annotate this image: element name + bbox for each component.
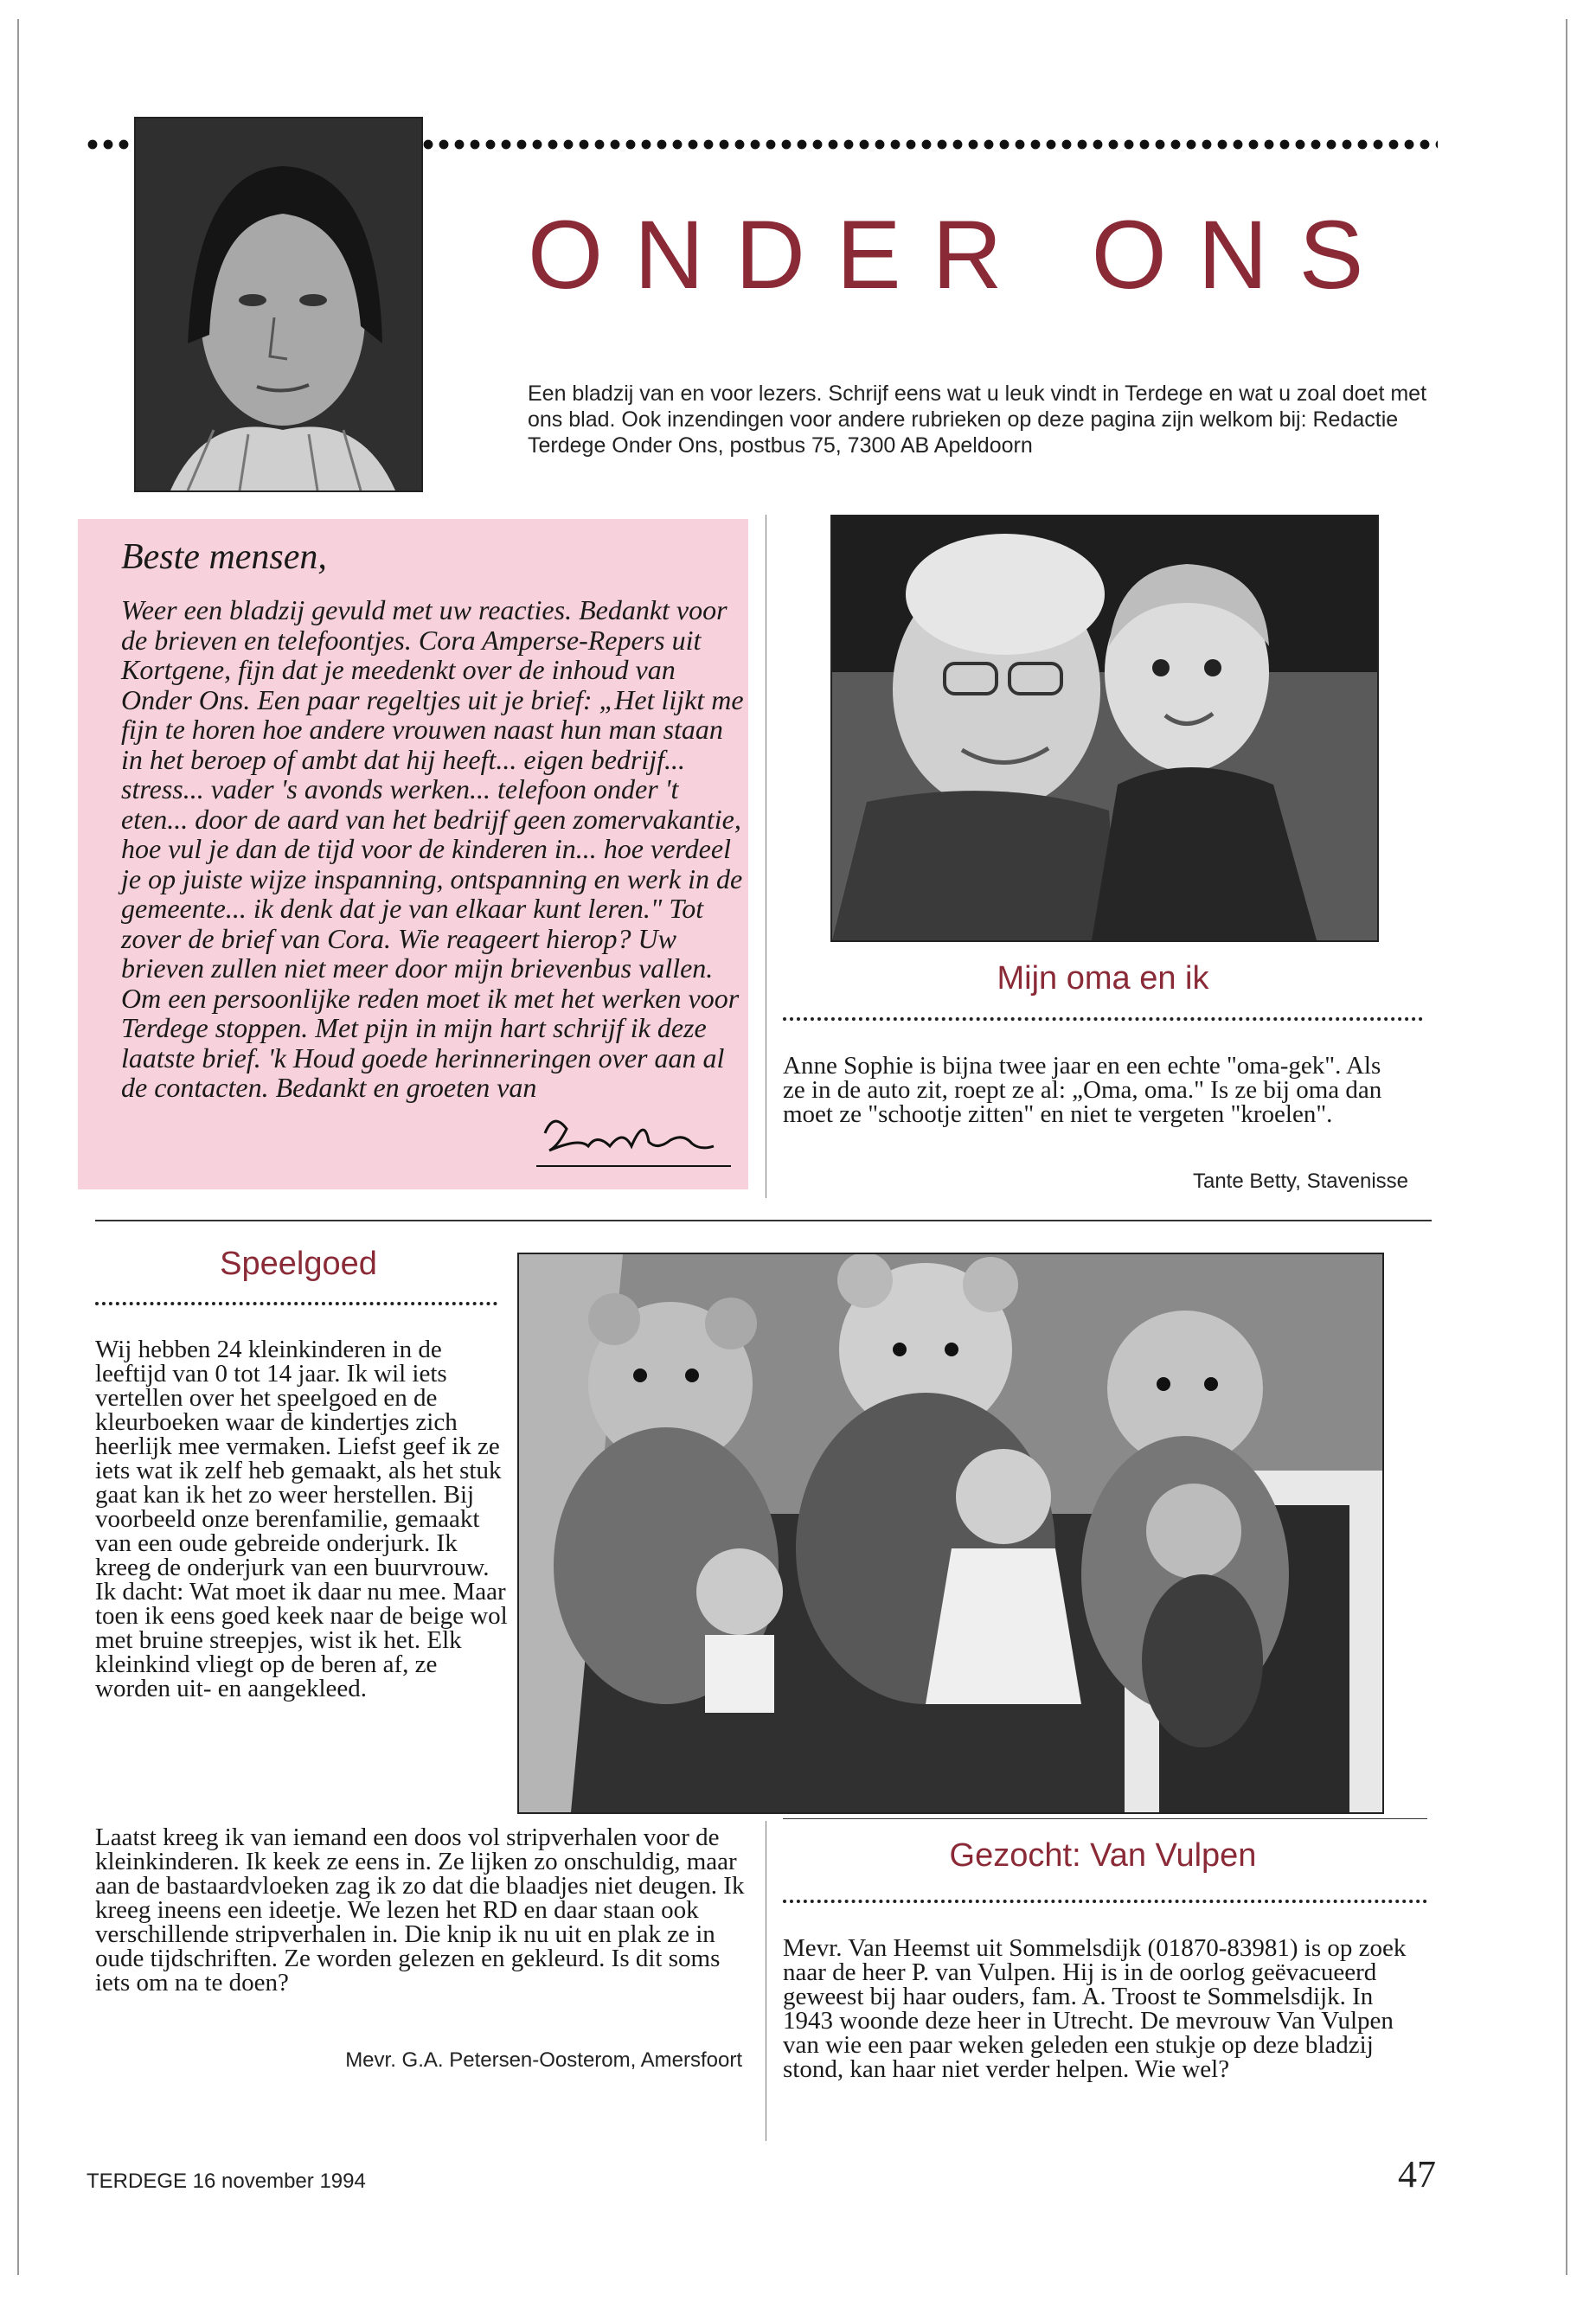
speelgoed-heading-dotted-rule xyxy=(95,1302,497,1309)
header-dots-right xyxy=(420,138,1438,151)
speelgoed-text-narrow: Wij hebben 24 kleinkinderen in de leeftijd van 0 tot 14 jaar. Ik wil iets vertellen over het speelgoed en de kleurboeken waar de kindertjes zich heerlijk mee vermaken. Liefst geef ik ze iets wat ik zelf heb gemaakt, als het stuk gaat kan ik het zo weer herstellen. Bij voorbeeld onze berenfamilie, gemaakt van een oude gebreide onderjurk. Ik kreeg de onderjurk van een buurvrouw. Ik dacht: Wat moet ik daar nu mee. Maar toen ik eens goed keek naar de beige wol met bruine streepjes, wist ik het. Elk kleinkind vliegt op de beren af, ze worden uit- en aangekleed. xyxy=(95,1336,508,1702)
page-title: ONDER ONS xyxy=(528,201,1395,309)
speelgoed-credit: Mevr. G.A. Petersen-Oosterom, Amersfoort xyxy=(345,2048,742,2072)
oma-and-child-photo xyxy=(830,515,1379,942)
bear-family-photo xyxy=(517,1253,1384,1814)
oma-credit: Tante Betty, Stavenisse xyxy=(1192,1170,1408,1193)
oma-text: Anne Sophie is bijna twee jaar en een echte "oma-gek". Als ze in de auto zit, roept ze al: „Oma, oma." Is ze bij oma dan moet ze "schootje zitten" en niet te vergeten "kroelen". xyxy=(783,1052,1382,1128)
editor-letter-box xyxy=(78,519,748,1189)
section-divider xyxy=(95,1220,1432,1221)
gezocht-text: Mevr. Van Heemst uit Sommelsdijk (01870-83981) is op zoek naar de heer P. van Vulpen. Hij is in de oorlog geëvacueerd geweest bij haar ouders, fam. A. Troost te Sommelsdijk. In 1943 woonde deze heer in Utrecht. De mevrouw Van Vulpen van wie een paar weken geleden een stukje op deze bladzij stond, kan haar niet verder helpen. Wie wel? xyxy=(783,1934,1407,2083)
oma-heading-dotted-rule xyxy=(783,1017,1423,1024)
gezocht-heading: Gezocht: Van Vulpen xyxy=(949,1837,1257,1874)
intro-text: Een bladzij van en voor lezers. Schrijf eens wat u leuk vindt in Terdege en wat u zoal doet met ons blad. Ook inzendingen voor andere rubrieken op deze pagina zijn welkom bij: Redactie Terdege Onder Ons, postbus 75, 7300 AB Apeldoorn xyxy=(528,381,1427,458)
speelgoed-text-wide: Laatst kreeg ik van iemand een doos vol stripverhalen voor de kleinkinderen. Ik keek ze eens in. Ze lijken zo onschuldig, maar aan de bastaardvloeken zag ik zo dat die blaadjes niet deugen. Ik kreeg ineens een ideetje. We lezen het RD en daar staan ook verschillende stripverhalen in. Die knip ik nu uit en plak ze in oude tijdschriften. Ze worden gelezen en gekleurd. Is dit soms iets om na te doen? xyxy=(95,1823,745,1997)
oma-heading: Mijn oma en ik xyxy=(997,960,1209,997)
footer-publication: TERDEGE 16 november 1994 xyxy=(87,2170,366,2193)
page-number: 47 xyxy=(1398,2153,1436,2195)
letter-salutation: Beste mensen, xyxy=(121,537,327,577)
speelgoed-heading: Speelgoed xyxy=(220,1246,377,1282)
gezocht-heading-dotted-rule xyxy=(783,1900,1427,1907)
author-portrait-photo xyxy=(134,117,423,492)
header-dots-left xyxy=(85,138,133,151)
letter-body: Weer een bladzij gevuld met uw reacties. Bedankt voor de brieven en telefoontjes. Cora Amperse-Repers uit Kortgene, fijn dat je meedenkt over de inhoud van Onder Ons. Een paar regeltjes uit je brief: „Het lijkt me fijn te horen hoe andere vrouwen naast hun man staan in het beroep of ambt dat hij heeft... eigen bedrijf... stress... vader 's avonds werken... telefoon onder 't eten... door de aard van het bedrijf geen zomervakantie, hoe vul je dan de tijd voor de kinderen in... hoe verdeel je op juiste wijze inspanning, ontspanning en werk in de gemeente... ik denk dat je van elkaar kunt leren." Tot zover de brief van Cora. Wie reageert hierop? Uw brieven zullen niet meer door mijn brievenbus vallen. Om een persoonlijke reden moet ik met het werken voor Terdege stoppen. Met pijn in mijn hart schrijf ik deze laatste brief. 'k Houd goede herinneringen over aan al de contacten. Bedankt en groeten van xyxy=(121,594,744,1103)
gezocht-top-rule xyxy=(783,1818,1427,1819)
signature-image xyxy=(528,1099,735,1176)
